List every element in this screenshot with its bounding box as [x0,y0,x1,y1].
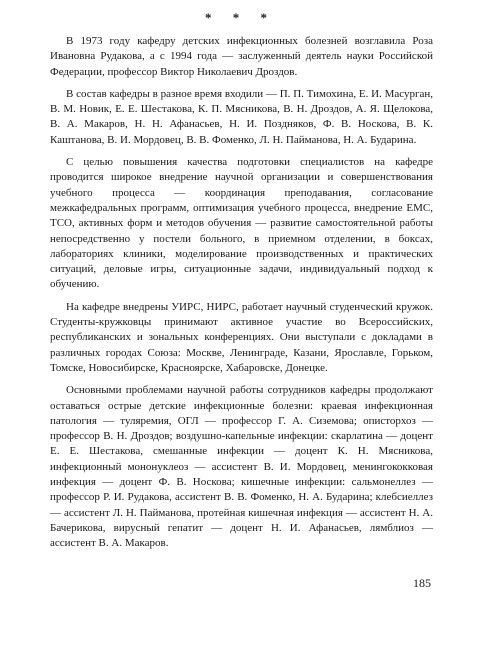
paragraph-teaching: С целью повышения качества подготовки специалистов на кафедре проводится широкое внедрение научной организации и совершенствования учебного процесса — координация преподавания, согласование межкафедральных программ, оптимизация учебного процесса, внедрение ЕМС, ТСО, активных форм и методов обучения — развитие самостоятельной работы непосредственно у постели больного, в приемном отделении, в боксах, лабораториях клиники, моделирование производственных и практических ситуаций, деловые игры, ситуационные задачи, индивидуальный подход к обучению. [50,156,433,291]
paragraph-research-topics: Основными проблемами научной работы сотрудников кафедры продолжают оставаться острые детские инфекционные болезни: краевая инфекционная патология — туляремия, ОГЛ — профессор Г. А. Сиземова; описторхоз — профессор В. Н. Дроздов; воздушно-капельные инфекции: скарлатина — доцент Е. Е. Шестакова, смешанные инфекции — доцент К. Н. Мясникова, инфекционный мононуклеоз — ассистент В. И. Мордовец, менингококковая инфекция — доцент Ф. В. Носкова; кишечные инфекции: сальмонеллез — профессор Р. И. Рудакова, ассистент В. В. Фоменко, Н. А. Бударина; клебсиеллез — ассистент Л. Н. Пайманова, протейная кишечная инфекция — ассистент Н. А. Бачерикова, вирусный гепатит — доцент Н. И. Афанасьев, лямблиоз — ассистент В. А. Макаров. [50,384,433,550]
paragraph-history: В 1973 году кафедру детских инфекционных болезней возглавила Роза Ивановна Рудакова, а с 1994 года — заслуженный деятель науки Российской Федерации, профессор Виктор Николаевич Дроздов. [50,35,433,78]
section-separator: * * * [205,10,276,25]
paragraph-staff: В состав кафедры в разное время входили — П. П. Тимохина, Е. И. Масурган, В. М. Новик, Е. Е. Шестакова, К. П. Мясникова, В. Н. Дроздов, А. Я. Щелокова, В. А. Макаров, Н. Н. Афанасьев, Н. И. Поздняков, Ф. В. Носкова, В. К. Каштанова, В. И. Мордовец, В. В. Фоменко, Л. Н. Пайманова, Н. А. Бударина. [50,87,433,146]
page-number: 185 [413,576,431,590]
body-text [50,34,433,552]
paragraph-student-research: На кафедре внедрены УИРС, НИРС, работает научный студенческий кружок. Студенты-кружковцы принимают активное участие во Всероссийских, республиканских и зональных конференциях. Они выступали с докладами в различных городах Союза: Москве, Ленинграде, Казани, Ярославле, Горьком, Томске, Новосибирске, Красноярске, Хабаровске, Донецке. [50,300,433,374]
